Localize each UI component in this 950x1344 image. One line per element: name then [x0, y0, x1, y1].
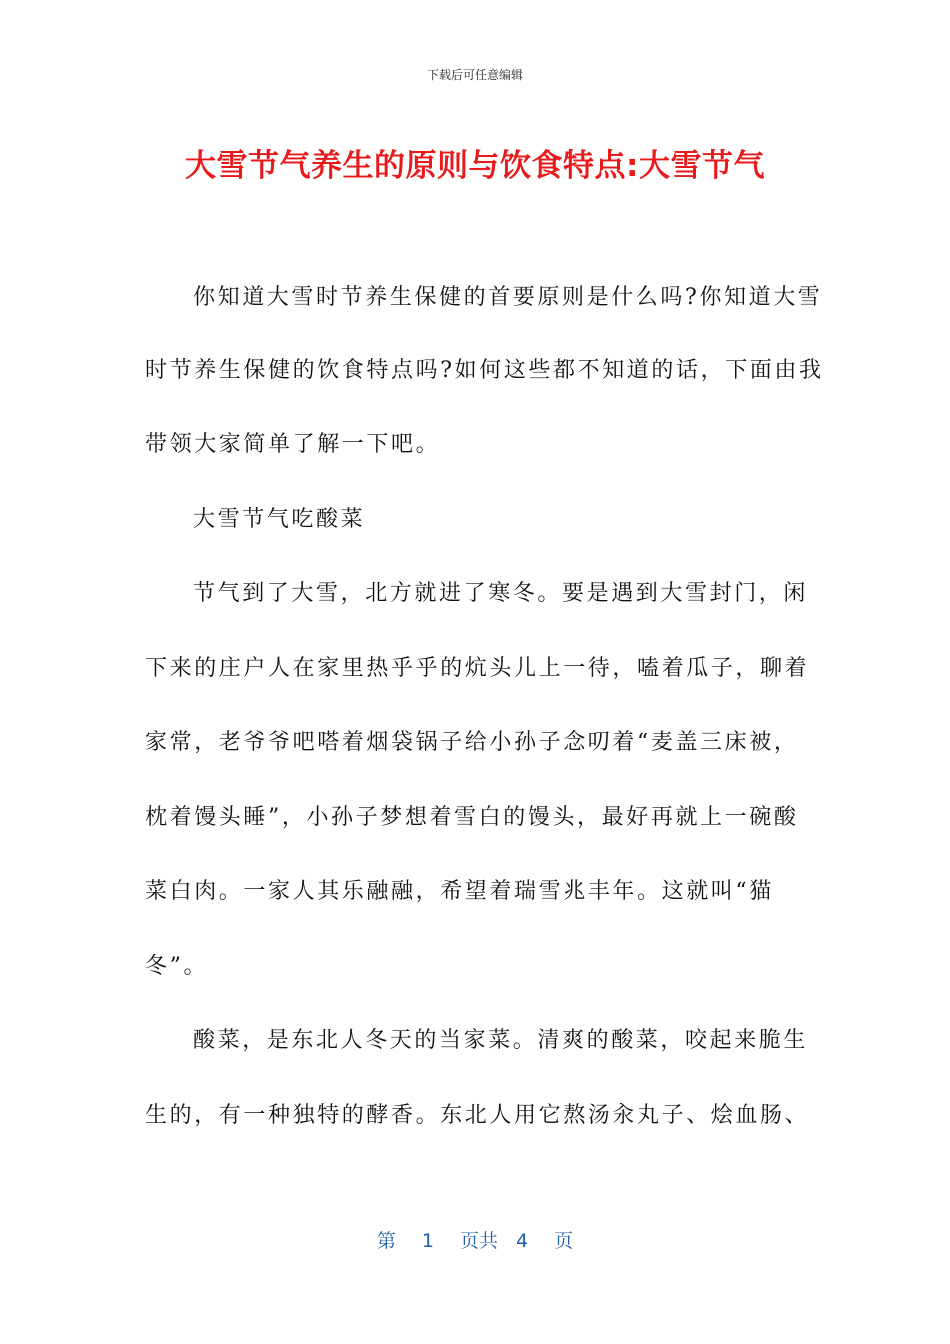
body-line: 家常，老爷爷吧嗒着烟袋锅子给小孙子念叨着“麦盖三床被，: [145, 730, 799, 755]
body-line: 带领大家简单了解一下吧。: [145, 432, 441, 457]
footer-label-ye: 页: [554, 1230, 574, 1252]
body-line: 枕着馒头睡”，小孙子梦想着雪白的馒头，最好再就上一碗酸: [145, 805, 799, 830]
body-line: 下来的庄户人在家里热乎乎的炕头儿上一待，嗑着瓜子，聊着: [145, 656, 810, 681]
footer-page-current: 1: [421, 1230, 434, 1252]
body-line: 节气到了大雪，北方就进了寒冬。要是遇到大雪封门，闲: [193, 581, 809, 606]
header-note: 下载后可任意编辑: [426, 68, 523, 82]
body-line: 酸菜，是东北人冬天的当家菜。清爽的酸菜，咬起来脆生: [193, 1028, 809, 1053]
body-line: 时节养生保健的饮食特点吗?如何这些都不知道的话，下面由我: [145, 358, 824, 383]
page-footer: [0, 1226, 950, 1253]
footer-label-ye-gong: 页共: [459, 1230, 498, 1252]
section-heading: 大雪节气吃酸菜: [193, 507, 366, 532]
body-line: 你知道大雪时节养生保健的首要原则是什么吗?你知道大雪: [193, 285, 823, 310]
footer-label-di: 第: [376, 1230, 396, 1252]
document-title: 大雪节气养生的原则与饮食特点:大雪节气: [185, 148, 765, 184]
footer-page-total: 4: [516, 1230, 529, 1252]
body-line: 生的，有一种独特的酵香。东北人用它熬汤汆丸子、烩血肠、: [145, 1103, 810, 1128]
body-line: 冬”。: [145, 954, 209, 979]
body-line: 菜白肉。一家人其乐融融，希望着瑞雪兆丰年。这就叫“猫: [145, 879, 774, 904]
